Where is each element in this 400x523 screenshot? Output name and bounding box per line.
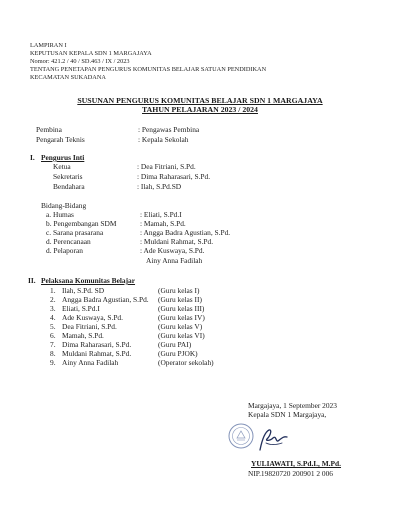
member-number: 3.: [50, 304, 56, 313]
member-role: (Operator sekolah): [158, 358, 214, 367]
section-1-title: Pengurus Inti: [41, 153, 85, 162]
member-number: 7.: [50, 340, 56, 349]
decree-subject: TENTANG PENETAPAN PENGURUS KOMUNITAS BELAJAR SATUAN PENDIDIKAN: [30, 66, 267, 73]
signature-position: Kepala SDN 1 Margajaya,: [248, 410, 327, 419]
member-role: (Guru PAI): [158, 340, 192, 349]
core-role: Bendahara: [53, 182, 85, 191]
member-number: 1.: [50, 286, 56, 295]
division-value: : Eliati, S.Pd.I: [140, 210, 182, 219]
member-role: (Guru kelas VI): [158, 331, 205, 340]
attachment-label: LAMPIRAN I: [30, 42, 67, 49]
signature-place-date: Margajaya, 1 September 2023: [248, 401, 337, 410]
core-value: : Dima Raharasari, S.Pd.: [137, 172, 211, 181]
section-2-title: Pelaksana Komunitas Belajar: [41, 276, 136, 285]
member-number: 9.: [50, 358, 56, 367]
member-name: Eliati, S.Pd.I: [62, 304, 100, 313]
division-role: d. Perencanaan: [46, 237, 91, 246]
member-role: (Guru kelas II): [158, 295, 202, 304]
member-role: (Guru kelas IV): [158, 313, 205, 322]
member-name: Ainy Anna Fadilah: [62, 358, 119, 367]
leader-role: Pengarah Teknis: [36, 135, 85, 144]
member-role: (Guru kelas I): [158, 286, 200, 295]
division-value: : Mamah, S.Pd.: [140, 219, 186, 228]
section-1-number: I.: [30, 153, 35, 162]
handwritten-signature-icon: [254, 426, 294, 454]
division-value: : Ade Kuswaya, S.Pd.: [140, 246, 205, 255]
document-subtitle: TAHUN PELAJARAN 2023 / 2024: [142, 105, 258, 114]
member-name: Dima Raharasari, S.Pd.: [62, 340, 132, 349]
document-title: SUSUNAN PENGURUS KOMUNITAS BELAJAR SDN 1 MARGAJAYA: [77, 96, 323, 105]
member-role: (Guru kelas V): [158, 322, 203, 331]
signatory-nip: NIP.19820720 200901 2 006: [248, 469, 333, 478]
signatory-name: YULIAWATI, S.Pd.I., M.Pd.: [251, 459, 342, 468]
member-number: 8.: [50, 349, 56, 358]
core-value: : Dea Fitriani, S.Pd.: [137, 162, 196, 171]
member-role: (Guru PJOK): [158, 349, 198, 358]
divisions-title: Bidang-Bidang: [41, 201, 87, 210]
division-extra-member: Ainy Anna Fadilah: [146, 256, 203, 265]
member-role: (Guru kelas III): [158, 304, 205, 313]
member-number: 5.: [50, 322, 56, 331]
division-role: a. Humas: [46, 210, 74, 219]
leader-value: : Kepala Sekolah: [138, 135, 189, 144]
member-number: 2.: [50, 295, 56, 304]
core-role: Sekretaris: [53, 172, 83, 181]
district-name: KECAMATAN SUKADANA: [30, 74, 106, 81]
division-role: c. Sarana prasarana: [46, 228, 104, 237]
member-name: Angga Badra Agustian, S.Pd.: [62, 295, 149, 304]
member-number: 4.: [50, 313, 56, 322]
decree-title: KEPUTUSAN KEPALA SDN 1 MARGAJAYA: [30, 50, 152, 57]
member-name: Ade Kuswaya, S.Pd.: [62, 313, 123, 322]
division-value: : Angga Badra Agustian, S.Pd.: [140, 228, 231, 237]
decree-number: Nomor: 421.2 / 40 / SD.463 / IX / 2023: [30, 58, 130, 65]
member-number: 6.: [50, 331, 56, 340]
member-name: Mamah, S.Pd.: [62, 331, 104, 340]
division-value: : Muldani Rahmat, S.Pd.: [140, 237, 214, 246]
section-2-number: II.: [28, 276, 36, 285]
member-name: Dea Fitriani, S.Pd.: [62, 322, 117, 331]
school-seal-icon: [228, 423, 254, 449]
core-value: : Ilah, S.Pd.SD: [137, 182, 182, 191]
division-role: b. Pengembangan SDM: [46, 219, 117, 228]
core-role: Ketua: [53, 162, 71, 171]
division-role: d. Pelaporan: [46, 246, 83, 255]
member-name: Muldani Rahmat, S.Pd.: [62, 349, 132, 358]
member-name: Ilah, S.Pd. SD: [62, 286, 105, 295]
leader-value: : Pengawas Pembina: [138, 125, 200, 134]
leader-role: Pembina: [36, 125, 62, 134]
